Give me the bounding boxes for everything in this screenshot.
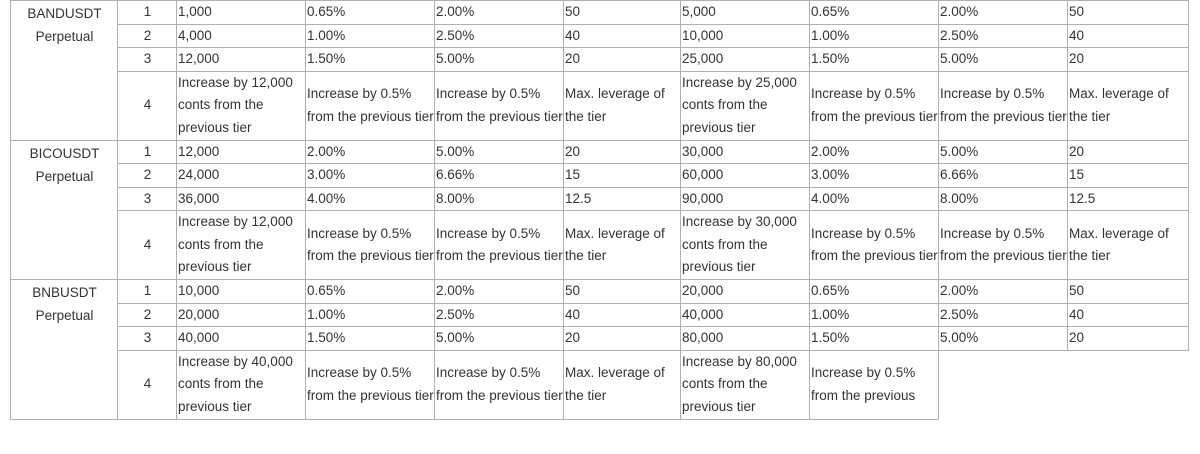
tier-cell: 2 xyxy=(118,303,177,327)
value-cell: 1.00% xyxy=(810,24,939,48)
value-cell: 5.00% xyxy=(939,48,1068,72)
table-row xyxy=(11,280,1189,304)
value-cell: 30,000 xyxy=(681,140,810,164)
tier-cell: 4 xyxy=(118,350,177,419)
value-cell: Increase by 80,000 conts from the previous tier xyxy=(681,350,810,419)
value-cell: Increase by 40,000 conts from the previous tier xyxy=(177,350,306,419)
value-cell: 12.5 xyxy=(564,187,681,211)
value-cell: 40 xyxy=(564,303,681,327)
value-cell: 3.00% xyxy=(810,164,939,188)
product-symbol: BANDUSDT xyxy=(27,6,102,21)
value-cell: 15 xyxy=(564,164,681,188)
table-body xyxy=(11,0,1189,419)
value-cell: 4,000 xyxy=(177,24,306,48)
tier-cell: 3 xyxy=(118,187,177,211)
value-cell: 24,000 xyxy=(177,164,306,188)
value-cell: Increase by 25,000 conts from the previous tier xyxy=(681,71,810,140)
value-cell: 2.00% xyxy=(939,280,1068,304)
value-cell: 20 xyxy=(1068,48,1189,72)
value-cell: 1.00% xyxy=(306,24,435,48)
value-cell: 8.00% xyxy=(435,187,564,211)
value-cell: 4.00% xyxy=(810,187,939,211)
table-row xyxy=(11,164,1189,188)
value-cell: 40 xyxy=(1068,24,1189,48)
value-cell: 1.00% xyxy=(306,303,435,327)
value-cell: Increase by 0.5% from the previous xyxy=(810,350,939,419)
value-cell: 0.65% xyxy=(810,280,939,304)
value-cell: 20 xyxy=(1068,327,1189,351)
value-cell: 1.50% xyxy=(810,48,939,72)
product-type: Perpetual xyxy=(35,308,94,323)
value-cell: 12.5 xyxy=(1068,187,1189,211)
table-row xyxy=(11,303,1189,327)
value-cell: 1.50% xyxy=(306,48,435,72)
value-cell: 2.00% xyxy=(435,280,564,304)
value-cell: Increase by 0.5% from the previous tier xyxy=(306,211,435,280)
table-row xyxy=(11,1,1189,25)
table-row xyxy=(11,24,1189,48)
value-cell: Increase by 0.5% from the previous tier xyxy=(435,211,564,280)
value-cell: Increase by 0.5% from the previous tier xyxy=(306,350,435,419)
value-cell: 25,000 xyxy=(681,48,810,72)
value-cell: Max. leverage of the tier xyxy=(564,211,681,280)
tier-cell: 3 xyxy=(118,48,177,72)
tier-cell: 1 xyxy=(118,1,177,25)
tier-cell: 3 xyxy=(118,327,177,351)
table-row xyxy=(11,350,1189,419)
value-cell: Increase by 12,000 conts from the previous tier xyxy=(177,211,306,280)
value-cell: 5,000 xyxy=(681,1,810,25)
table-row xyxy=(11,140,1189,164)
value-cell: 20 xyxy=(564,140,681,164)
value-cell: 40 xyxy=(1068,303,1189,327)
value-cell: 5.00% xyxy=(435,48,564,72)
value-cell: Increase by 0.5% from the previous tier xyxy=(939,71,1068,140)
value-cell: Max. leverage of the tier xyxy=(1068,71,1189,140)
value-cell: Max. leverage of the tier xyxy=(1068,211,1189,280)
value-cell: 2.00% xyxy=(435,1,564,25)
value-cell: 1.50% xyxy=(306,327,435,351)
value-cell: 2.50% xyxy=(939,24,1068,48)
table-row xyxy=(11,187,1189,211)
tier-cell: 2 xyxy=(118,24,177,48)
value-cell: 80,000 xyxy=(681,327,810,351)
value-cell: Max. leverage of the tier xyxy=(564,350,681,419)
value-cell: 20 xyxy=(564,48,681,72)
product-cell xyxy=(11,280,118,420)
value-cell: 40 xyxy=(564,24,681,48)
value-cell: 12,000 xyxy=(177,140,306,164)
value-cell: 1,000 xyxy=(177,1,306,25)
value-cell: 50 xyxy=(1068,280,1189,304)
value-cell: 10,000 xyxy=(177,280,306,304)
value-cell: 5.00% xyxy=(939,140,1068,164)
value-cell: 1.00% xyxy=(810,303,939,327)
value-cell: 36,000 xyxy=(177,187,306,211)
value-cell: 0.65% xyxy=(810,1,939,25)
value-cell: 2.00% xyxy=(810,140,939,164)
product-cell xyxy=(11,1,118,141)
value-cell: 20 xyxy=(1068,140,1189,164)
value-cell: 50 xyxy=(564,280,681,304)
value-cell: 15 xyxy=(1068,164,1189,188)
value-cell: 2.50% xyxy=(939,303,1068,327)
tier-cell: 4 xyxy=(118,211,177,280)
value-cell: Increase by 0.5% from the previous tier xyxy=(435,71,564,140)
value-cell: Increase by 0.5% from the previous tier xyxy=(306,71,435,140)
tier-cell: 2 xyxy=(118,164,177,188)
value-cell: 4.00% xyxy=(306,187,435,211)
value-cell: Increase by 30,000 conts from the previous tier xyxy=(681,211,810,280)
value-cell: 20,000 xyxy=(681,280,810,304)
empty-cell xyxy=(939,350,1068,419)
value-cell: Increase by 0.5% from the previous tier xyxy=(939,211,1068,280)
table-row xyxy=(11,211,1189,280)
table-row xyxy=(11,327,1189,351)
tier-cell: 1 xyxy=(118,280,177,304)
product-type: Perpetual xyxy=(35,168,94,184)
value-cell: 60,000 xyxy=(681,164,810,188)
value-cell: 2.00% xyxy=(306,140,435,164)
value-cell: Increase by 0.5% from the previous tier xyxy=(810,211,939,280)
value-cell: 12,000 xyxy=(177,48,306,72)
value-cell: 5.00% xyxy=(435,327,564,351)
value-cell: Max. leverage of the tier xyxy=(564,71,681,140)
value-cell: 3.00% xyxy=(306,164,435,188)
value-cell: 5.00% xyxy=(939,327,1068,351)
empty-cell xyxy=(1068,350,1189,419)
value-cell: Increase by 12,000 conts from the previous tier xyxy=(177,71,306,140)
tier-cell: 4 xyxy=(118,71,177,140)
value-cell: 2.00% xyxy=(939,1,1068,25)
value-cell: 90,000 xyxy=(681,187,810,211)
value-cell: 6.66% xyxy=(435,164,564,188)
value-cell: Increase by 0.5% from the previous tier xyxy=(435,350,564,419)
value-cell: Increase by 0.5% from the previous tier xyxy=(810,71,939,140)
value-cell: 6.66% xyxy=(939,164,1068,188)
product-symbol: BICOUSDT xyxy=(29,145,100,161)
value-cell: 40,000 xyxy=(177,327,306,351)
value-cell: 20 xyxy=(564,327,681,351)
table-row xyxy=(11,48,1189,72)
value-cell: 0.65% xyxy=(306,280,435,304)
value-cell: 8.00% xyxy=(939,187,1068,211)
product-type: Perpetual xyxy=(35,29,94,44)
value-cell: 50 xyxy=(1068,1,1189,25)
value-cell: 2.50% xyxy=(435,303,564,327)
risk-limit-table xyxy=(10,0,1189,420)
value-cell: 5.00% xyxy=(435,140,564,164)
product-cell xyxy=(11,140,118,280)
value-cell: 50 xyxy=(564,1,681,25)
value-cell: 1.50% xyxy=(810,327,939,351)
value-cell: 40,000 xyxy=(681,303,810,327)
table-row xyxy=(11,71,1189,140)
tier-cell: 1 xyxy=(118,140,177,164)
value-cell: 20,000 xyxy=(177,303,306,327)
value-cell: 0.65% xyxy=(306,1,435,25)
value-cell: 2.50% xyxy=(435,24,564,48)
value-cell: 10,000 xyxy=(681,24,810,48)
product-symbol: BNBUSDT xyxy=(32,285,97,300)
